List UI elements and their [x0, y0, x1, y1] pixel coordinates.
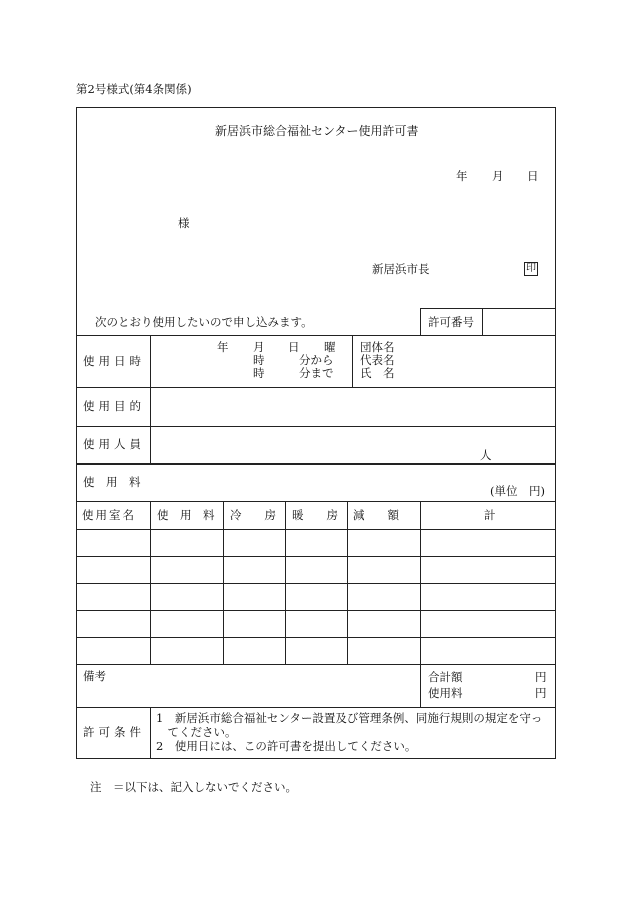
dt-weekday: 曜 [324, 340, 336, 354]
dt-hour-from: 時 [253, 353, 265, 367]
date-month: 月 [492, 169, 504, 183]
intro-text: 次のとおり使用したいので申し込みます。 [95, 315, 313, 329]
total-amount-unit: 円 [535, 670, 547, 684]
footnote: 注 ＝以下は、記入しないでください。 [90, 780, 297, 794]
condition-line-1: 1 新居浜市総合福祉センター設置及び管理条例、同施行規則の規定を守っ [156, 711, 543, 725]
dt-month: 月 [253, 340, 265, 354]
permit-form-frame [76, 107, 556, 759]
permit-number-label: 許可番号 [428, 315, 474, 329]
dt-until: 分まで [299, 366, 334, 380]
use-datetime-label: 使用日時 [83, 354, 145, 368]
fee-col-cooling: 冷 房 [230, 508, 276, 522]
condition-line-2: てください。 [156, 725, 237, 739]
seal-stamp: 印 [526, 263, 536, 274]
condition-line-3: 2 使用日には、この許可書を提出してください。 [156, 739, 417, 753]
persons-unit: 人 [480, 448, 492, 462]
conditions-label: 許可条件 [83, 725, 145, 739]
total-amount-label: 合計額 [428, 670, 463, 684]
issuer: 新居浜市長 [372, 262, 430, 276]
persons-label: 使用人員 [83, 437, 145, 451]
dt-year: 年 [217, 340, 229, 354]
usage-fee-label: 使用料 [428, 686, 463, 700]
group-rep-label: 代表名 [360, 353, 395, 367]
fee-col-heating: 暖 房 [292, 508, 338, 522]
dt-hour-until: 時 [253, 366, 265, 380]
form-label: 第2号様式(第4条関係) [76, 82, 192, 96]
dt-from: 分から [299, 353, 334, 367]
group-org-label: 団体名 [360, 340, 395, 354]
fee-unit: (単位 円) [490, 484, 545, 498]
addressee-suffix: 様 [178, 216, 190, 230]
fee-section-label: 使 用 料 [83, 475, 141, 489]
form-title: 新居浜市総合福祉センター使用許可書 [215, 124, 419, 138]
purpose-label: 使用目的 [83, 399, 145, 413]
date-year: 年 [456, 169, 468, 183]
fee-col-room: 使用室名 [82, 508, 136, 522]
group-name-label: 氏 名 [360, 366, 395, 380]
remarks-label: 備考 [83, 669, 106, 683]
fee-col-reduction: 減 額 [353, 508, 399, 522]
usage-fee-unit: 円 [535, 686, 547, 700]
fee-col-total: 計 [484, 508, 496, 522]
date-day: 日 [527, 169, 539, 183]
dt-day: 日 [288, 340, 300, 354]
fee-col-fee: 使 用 料 [157, 508, 215, 522]
